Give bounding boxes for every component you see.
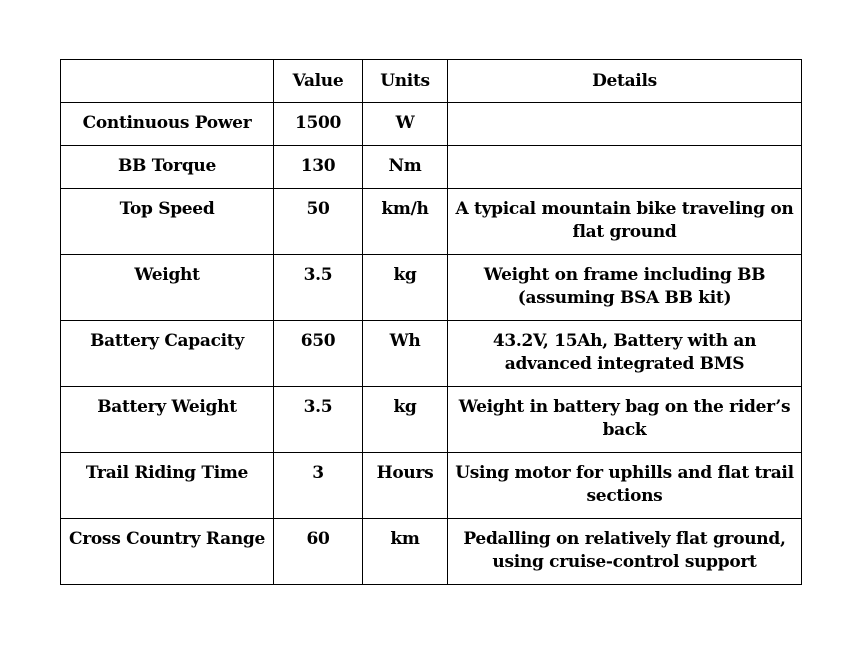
cell-value: 60 — [274, 519, 363, 585]
cell-units: Hours — [363, 453, 448, 519]
cell-value: 650 — [274, 321, 363, 387]
cell-units: kg — [363, 255, 448, 321]
cell-units: Wh — [363, 321, 448, 387]
cell-details — [448, 146, 802, 189]
table-row — [61, 321, 802, 387]
cell-value: 1500 — [274, 103, 363, 146]
cell-details: 43.2V, 15Ah, Battery with an advanced integrated BMS — [448, 321, 802, 387]
cell-parameter: Continuous Power — [61, 103, 274, 146]
cell-details — [448, 103, 802, 146]
table-row — [61, 146, 802, 189]
cell-units: km/h — [363, 189, 448, 255]
cell-value: 130 — [274, 146, 363, 189]
table-header-row — [61, 60, 802, 103]
cell-units: kg — [363, 387, 448, 453]
cell-parameter: Cross Country Range — [61, 519, 274, 585]
header-units: Units — [363, 60, 448, 103]
cell-value: 50 — [274, 189, 363, 255]
cell-units: km — [363, 519, 448, 585]
cell-details: Weight on frame including BB (assuming BSA BB kit) — [448, 255, 802, 321]
header-parameter — [61, 60, 274, 103]
cell-value: 3 — [274, 453, 363, 519]
table-row — [61, 255, 802, 321]
table-row — [61, 519, 802, 585]
cell-details: A typical mountain bike traveling on flat ground — [448, 189, 802, 255]
cell-parameter: Battery Capacity — [61, 321, 274, 387]
cell-parameter: Weight — [61, 255, 274, 321]
cell-parameter: Battery Weight — [61, 387, 274, 453]
specifications-table — [60, 59, 802, 585]
table-row — [61, 103, 802, 146]
cell-parameter: Top Speed — [61, 189, 274, 255]
cell-value: 3.5 — [274, 255, 363, 321]
cell-value: 3.5 — [274, 387, 363, 453]
table-row — [61, 189, 802, 255]
table-row — [61, 453, 802, 519]
cell-details: Pedalling on relatively flat ground, using cruise-control support — [448, 519, 802, 585]
cell-details: Using motor for uphills and flat trail sections — [448, 453, 802, 519]
cell-parameter: Trail Riding Time — [61, 453, 274, 519]
cell-parameter: BB Torque — [61, 146, 274, 189]
header-value: Value — [274, 60, 363, 103]
header-details: Details — [448, 60, 802, 103]
table-row — [61, 387, 802, 453]
cell-units: W — [363, 103, 448, 146]
cell-units: Nm — [363, 146, 448, 189]
cell-details: Weight in battery bag on the rider’s back — [448, 387, 802, 453]
